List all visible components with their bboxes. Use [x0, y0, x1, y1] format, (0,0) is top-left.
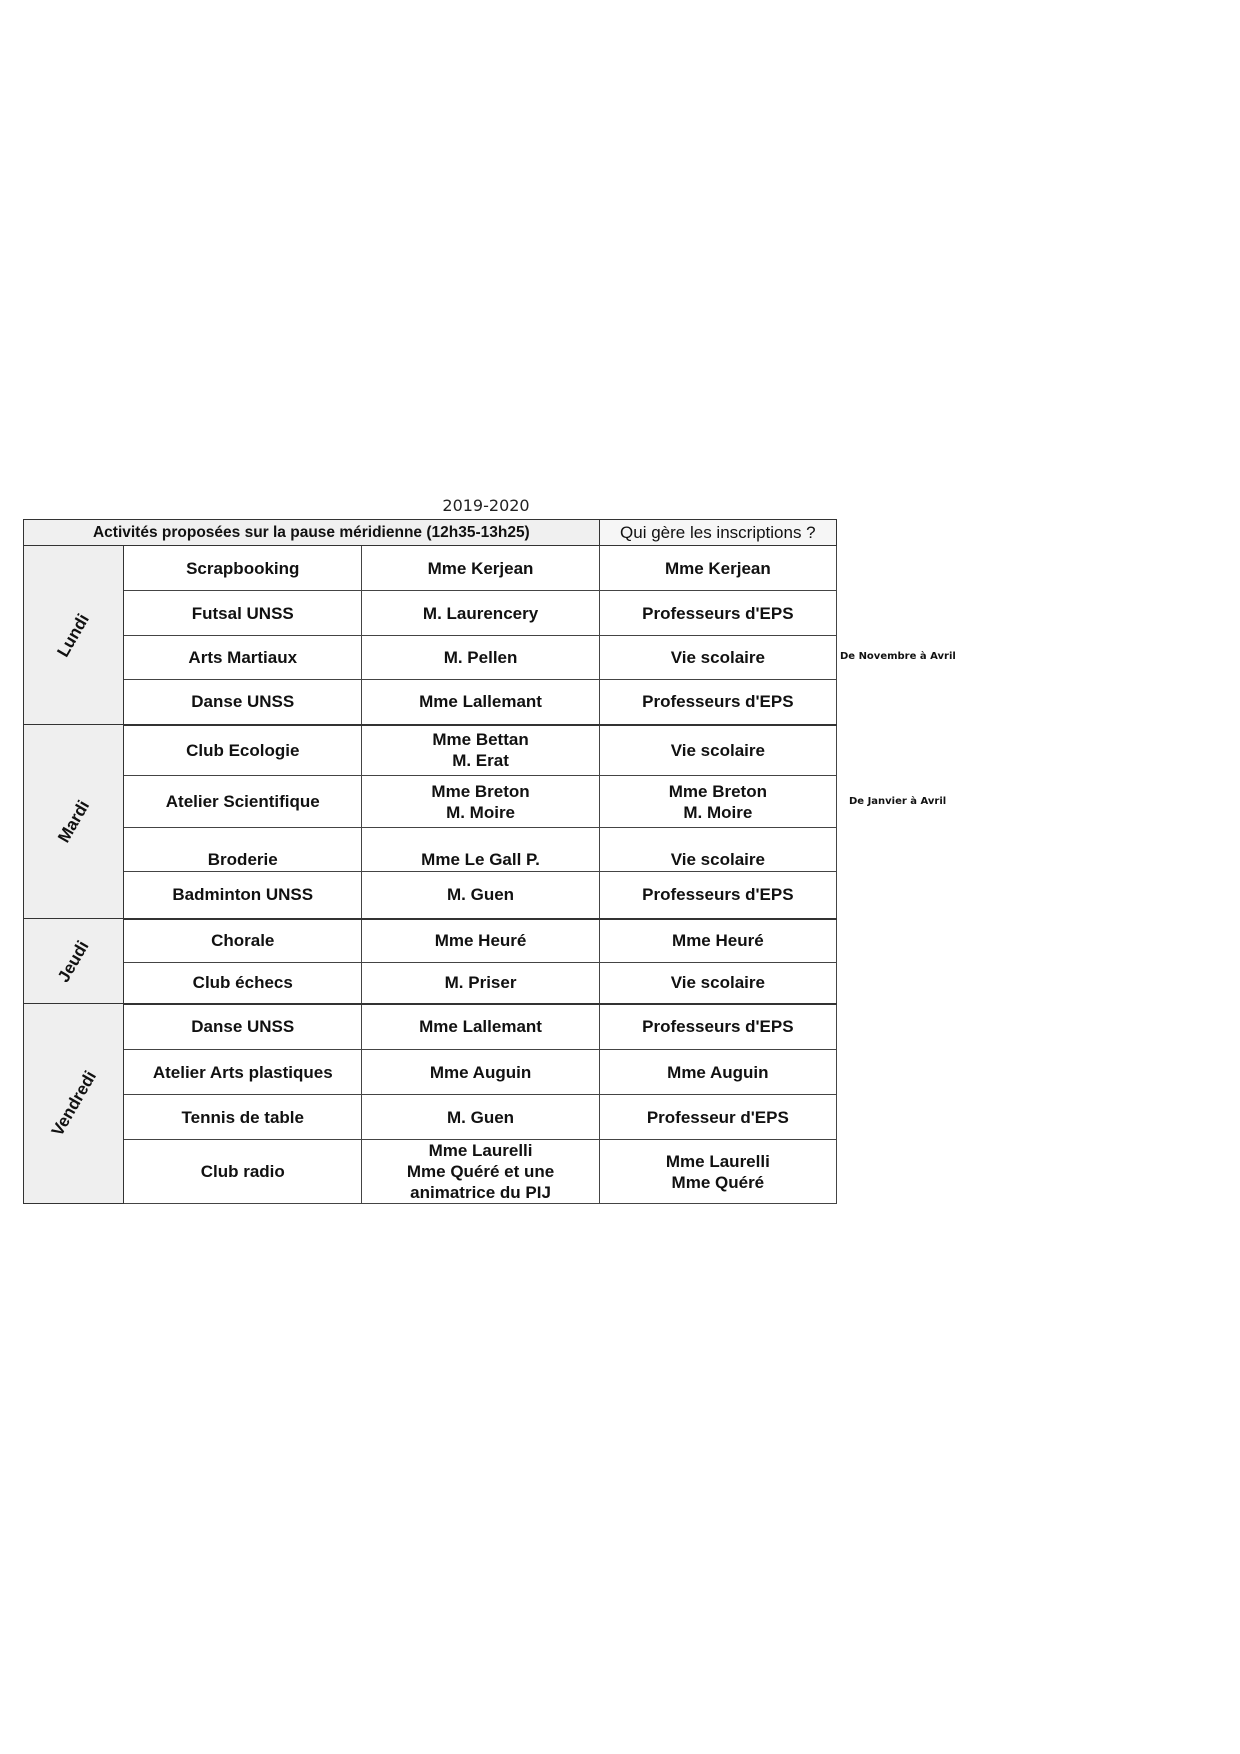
leader-line: Mme Quéré et une: [406, 1162, 555, 1181]
activity-cell: Badminton UNSS: [124, 872, 362, 919]
activity-cell: Broderie: [124, 828, 362, 872]
leader-cell: Mme Lallemant: [362, 1004, 599, 1050]
activity-cell: Chorale: [124, 919, 362, 963]
registration-cell: Professeurs d'EPS: [599, 1004, 836, 1050]
table-row: [24, 636, 837, 680]
day-cell-vendredi: [24, 1004, 124, 1204]
table-row: [24, 1004, 837, 1050]
table-header-row: [24, 520, 837, 546]
table-row: [24, 828, 837, 872]
leader-cell: Mme Lallemant: [362, 680, 599, 725]
activity-cell: Club échecs: [124, 963, 362, 1004]
leader-cell: M. Pellen: [362, 636, 599, 680]
activity-cell: Scrapbooking: [124, 546, 362, 591]
activity-cell: Club radio: [124, 1140, 362, 1204]
day-label: Vendredi: [47, 1067, 100, 1140]
note-arts-martiaux: De Novembre à Avril: [840, 651, 956, 662]
leader-cell: M. Priser: [362, 963, 599, 1004]
leader-cell: Mme Kerjean: [362, 546, 599, 591]
day-cell-jeudi: [24, 919, 124, 1004]
table-row: [24, 725, 837, 776]
activities-table: [23, 519, 837, 1204]
registration-cell: Vie scolaire: [599, 725, 836, 776]
activity-cell: Tennis de table: [124, 1095, 362, 1140]
leader-line: animatrice du PIJ: [410, 1183, 551, 1202]
table-row: [24, 1050, 837, 1095]
note-atelier-scientifique: De Janvier à Avril: [849, 796, 947, 807]
leader-line: M. Moire: [446, 802, 516, 822]
leader-line: Mme Bettan: [432, 730, 529, 750]
leader-line: Mme Laurelli: [428, 1141, 533, 1160]
activity-cell: Danse UNSS: [124, 1004, 362, 1050]
day-cell-mardi: [24, 725, 124, 919]
registration-cell: Mme Kerjean: [599, 546, 836, 591]
table-row: [24, 872, 837, 919]
activity-cell: Atelier Arts plastiques: [124, 1050, 362, 1095]
table-row: [24, 919, 837, 963]
registration-line: Mme Laurelli: [665, 1151, 770, 1171]
registration-cell: Vie scolaire: [599, 636, 836, 680]
registration-cell: Mme Auguin: [599, 1050, 836, 1095]
table-row: [24, 680, 837, 725]
day-label: Mardi: [53, 797, 94, 846]
leader-line: M. Erat: [452, 751, 509, 771]
leader-cell: Mme Auguin: [362, 1050, 599, 1095]
leader-line: Mme Breton: [431, 781, 530, 801]
year-label: 2019-2020: [442, 496, 530, 515]
leader-cell: M. Guen: [362, 1095, 599, 1140]
registration-cell: Professeurs d'EPS: [599, 591, 836, 636]
table-row: [24, 1140, 837, 1204]
leader-cell: Mme Le Gall P.: [362, 828, 599, 872]
registration-cell: [599, 1140, 836, 1204]
leader-cell: M. Guen: [362, 872, 599, 919]
registration-cell: Vie scolaire: [599, 963, 836, 1004]
activity-cell: Futsal UNSS: [124, 591, 362, 636]
registration-line: M. Moire: [683, 802, 753, 822]
leader-cell: Mme Heuré: [362, 919, 599, 963]
leader-cell: [362, 1140, 599, 1204]
table-row: [24, 1095, 837, 1140]
table-row: [24, 776, 837, 828]
registration-cell: Professeur d'EPS: [599, 1095, 836, 1140]
table-row: [24, 963, 837, 1004]
activity-cell: Club Ecologie: [124, 725, 362, 776]
activity-cell: Danse UNSS: [124, 680, 362, 725]
header-activities: Activités proposées sur la pause méridienne (12h35-13h25): [24, 520, 600, 546]
registration-line: Mme Quéré: [671, 1172, 765, 1192]
registration-cell: Mme Heuré: [599, 919, 836, 963]
registration-cell: Professeurs d'EPS: [599, 680, 836, 725]
day-cell-lundi: [24, 546, 124, 725]
day-label: Lundi: [53, 610, 94, 660]
table-row: [24, 591, 837, 636]
leader-cell: [362, 725, 599, 776]
day-label: Jeudi: [54, 937, 93, 985]
registration-cell: [599, 776, 836, 828]
registration-line: Mme Breton: [668, 781, 767, 801]
leader-cell: M. Laurencery: [362, 591, 599, 636]
table-row: [24, 546, 837, 591]
registration-cell: Vie scolaire: [599, 828, 836, 872]
registration-cell: Professeurs d'EPS: [599, 872, 836, 919]
activity-cell: Arts Martiaux: [124, 636, 362, 680]
header-registrations: Qui gère les inscriptions ?: [599, 520, 836, 546]
activity-cell: Atelier Scientifique: [124, 776, 362, 828]
leader-cell: [362, 776, 599, 828]
